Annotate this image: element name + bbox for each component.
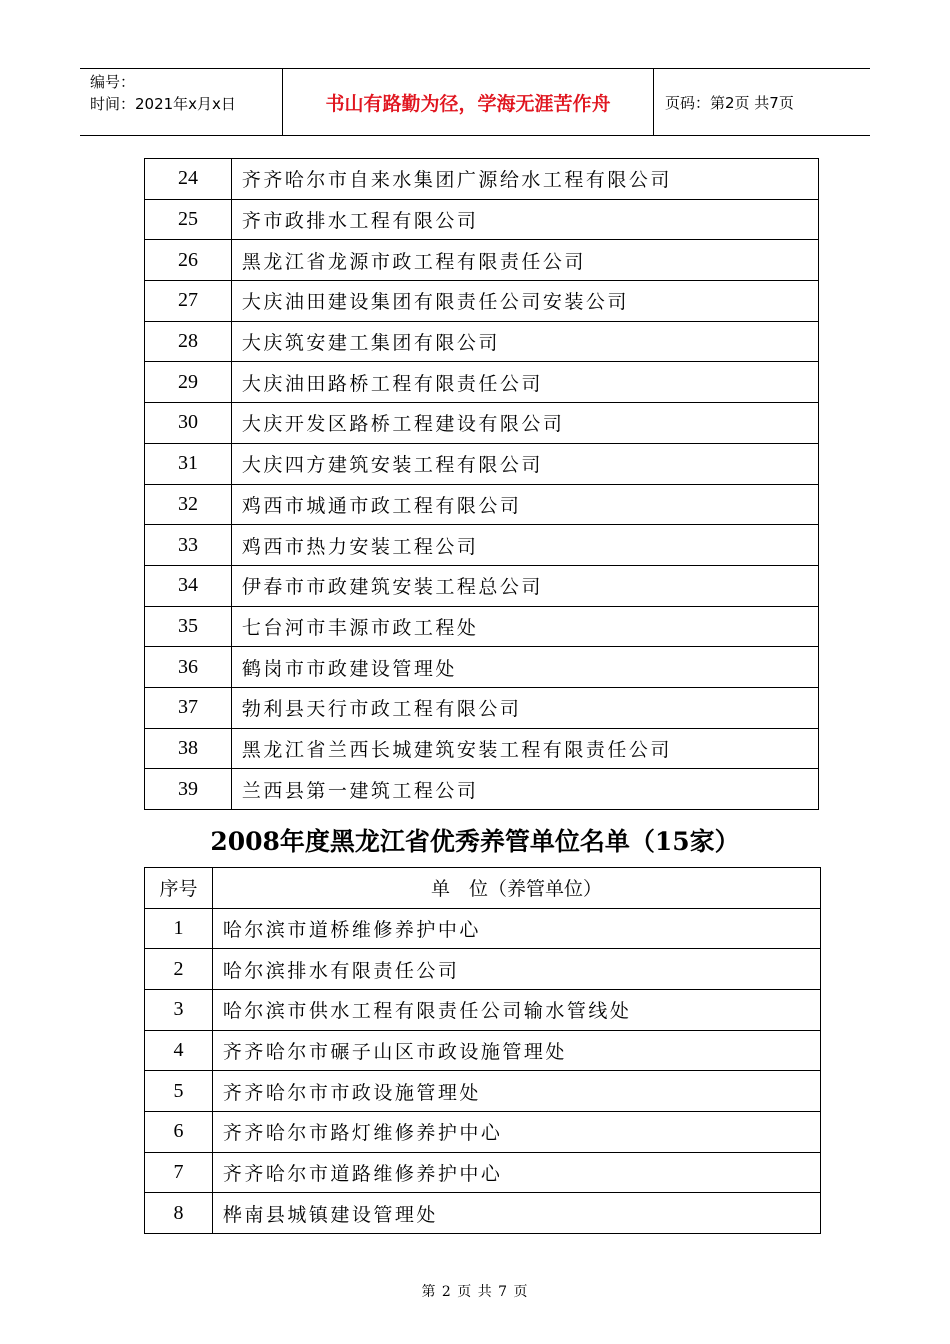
table-row — [145, 565, 819, 606]
table-row — [145, 769, 819, 810]
table-row — [145, 687, 819, 728]
row-unit-name: 齐齐哈尔市自来水集团广源给水工程有限公司 — [231, 159, 818, 200]
row-unit-name: 大庆油田路桥工程有限责任公司 — [231, 362, 818, 403]
table-row — [145, 606, 819, 647]
maintenance-unit-body — [145, 908, 821, 1234]
company-list-table — [144, 158, 819, 810]
row-number: 31 — [145, 443, 232, 484]
header-time-label: 时间：2021年x月x日 — [90, 95, 236, 113]
table-row — [145, 321, 819, 362]
table-row — [145, 199, 819, 240]
table-row — [145, 484, 819, 525]
row-unit-name: 哈尔滨市供水工程有限责任公司输水管线处 — [212, 989, 820, 1030]
row-number: 29 — [145, 362, 232, 403]
row-number: 34 — [145, 565, 232, 606]
row-unit-name: 齐市政排水工程有限公司 — [231, 199, 818, 240]
row-unit-name: 勃利县天行市政工程有限公司 — [231, 687, 818, 728]
section-title: 2008年度黑龙江省优秀养管单位名单（15家） — [210, 827, 740, 856]
row-unit-name: 齐齐哈尔市碾子山区市政设施管理处 — [212, 1030, 820, 1071]
row-number: 37 — [145, 687, 232, 728]
row-unit-name: 鹤岗市市政建设管理处 — [231, 647, 818, 688]
row-number: 30 — [145, 403, 232, 444]
row-unit-name: 兰西县第一建筑工程公司 — [231, 769, 818, 810]
table-row — [145, 1152, 821, 1193]
table-row — [145, 240, 819, 281]
table-row — [145, 647, 819, 688]
table-row — [145, 1071, 821, 1112]
row-number: 36 — [145, 647, 232, 688]
table-row — [145, 281, 819, 322]
table-row — [145, 159, 819, 200]
table-row — [145, 1193, 821, 1234]
row-unit-name: 齐齐哈尔市路灯维修养护中心 — [212, 1111, 820, 1152]
table-row — [145, 443, 819, 484]
row-number: 6 — [145, 1111, 213, 1152]
header-meta — [80, 69, 282, 135]
page-footer: 第 2 页 共 7 页 — [421, 1284, 529, 1300]
table-row — [145, 1030, 821, 1071]
row-unit-name: 鸡西市城通市政工程有限公司 — [231, 484, 818, 525]
table-row — [145, 728, 819, 769]
row-number: 38 — [145, 728, 232, 769]
company-list-body — [145, 159, 819, 810]
header-page-info: 页码：第2页 共7页 — [665, 93, 794, 112]
row-number: 35 — [145, 606, 232, 647]
row-unit-name: 桦南县城镇建设管理处 — [212, 1193, 820, 1234]
header-cell-no: 序号 — [145, 868, 213, 909]
row-number: 3 — [145, 989, 213, 1030]
row-number: 5 — [145, 1071, 213, 1112]
table-row — [145, 989, 821, 1030]
row-unit-name: 大庆四方建筑安装工程有限公司 — [231, 443, 818, 484]
row-number: 25 — [145, 199, 232, 240]
row-number: 32 — [145, 484, 232, 525]
row-unit-name: 黑龙江省兰西长城建筑安装工程有限责任公司 — [231, 728, 818, 769]
page-header — [80, 68, 870, 136]
table-row — [145, 949, 821, 990]
row-number: 1 — [145, 908, 213, 949]
row-number: 28 — [145, 321, 232, 362]
table-row — [145, 525, 819, 566]
row-unit-name: 齐齐哈尔市道路维修养护中心 — [212, 1152, 820, 1193]
row-number: 27 — [145, 281, 232, 322]
row-number: 26 — [145, 240, 232, 281]
header-cell-name: 单 位（养管单位） — [212, 868, 820, 909]
row-unit-name: 鸡西市热力安装工程公司 — [231, 525, 818, 566]
table-row — [145, 908, 821, 949]
header-number-label: 编号： — [90, 73, 136, 91]
row-unit-name: 伊春市市政建筑安装工程总公司 — [231, 565, 818, 606]
table-header-row — [145, 868, 821, 909]
row-unit-name: 黑龙江省龙源市政工程有限责任公司 — [231, 240, 818, 281]
row-unit-name: 七台河市丰源市政工程处 — [231, 606, 818, 647]
row-unit-name: 齐齐哈尔市市政设施管理处 — [212, 1071, 820, 1112]
row-number: 33 — [145, 525, 232, 566]
table-row — [145, 362, 819, 403]
maintenance-unit-table — [144, 867, 821, 1234]
row-number: 7 — [145, 1152, 213, 1193]
table-row — [145, 1111, 821, 1152]
row-unit-name: 大庆筑安建工集团有限公司 — [231, 321, 818, 362]
row-number: 39 — [145, 769, 232, 810]
row-number: 4 — [145, 1030, 213, 1071]
row-unit-name: 大庆开发区路桥工程建设有限公司 — [231, 403, 818, 444]
row-number: 8 — [145, 1193, 213, 1234]
row-number: 24 — [145, 159, 232, 200]
table-row — [145, 403, 819, 444]
row-unit-name: 哈尔滨市道桥维修养护中心 — [212, 908, 820, 949]
row-unit-name: 大庆油田建设集团有限责任公司安装公司 — [231, 281, 818, 322]
row-number: 2 — [145, 949, 213, 990]
row-unit-name: 哈尔滨排水有限责任公司 — [212, 949, 820, 990]
header-motto: 书山有路勤为径，学海无涯苦作舟 — [282, 69, 654, 135]
